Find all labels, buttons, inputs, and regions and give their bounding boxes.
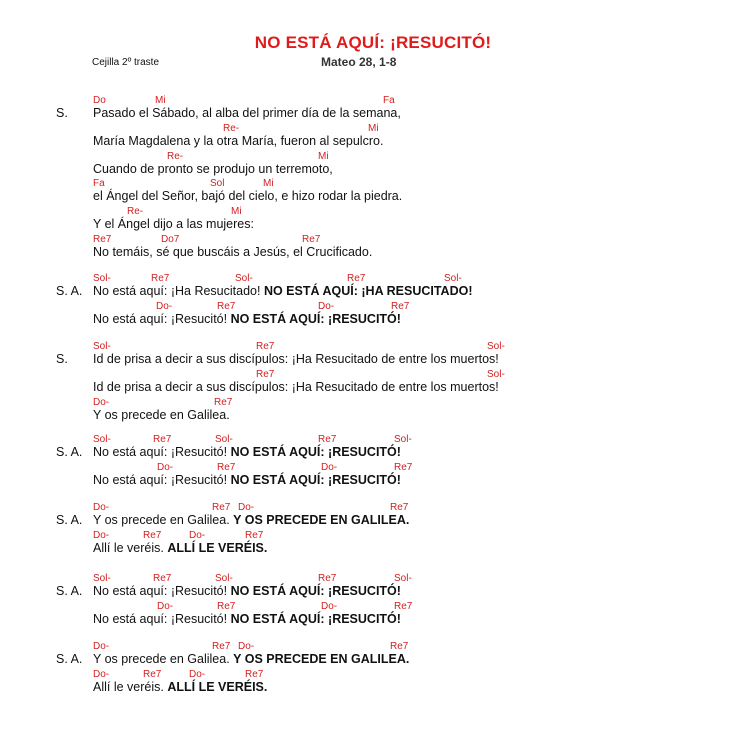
lyric-line: [93, 612, 401, 626]
lyric-line: [93, 680, 267, 694]
lyric-response-bold: ALLÍ LE VERÉIS.: [167, 680, 268, 694]
chord: Mi: [368, 123, 379, 134]
chord: Re7: [256, 341, 275, 352]
chord: Re7: [217, 462, 236, 473]
voice-label: S. A.: [56, 284, 83, 298]
lyric-text: No está aquí: ¡Resucitó!: [93, 445, 231, 459]
lyric-text: María Magdalena y la otra María, fueron al sepulcro.: [93, 134, 384, 148]
chord: Re7: [212, 502, 231, 513]
lyric-response-bold: NO ESTÁ AQUÍ: ¡RESUCITÓ!: [230, 584, 401, 598]
chord: Re7: [391, 301, 410, 312]
lyric-text: Id de prisa a decir a sus discípulos: ¡Ha Resucitado de entre los muertos!: [93, 352, 499, 366]
chord: Re-: [223, 123, 240, 134]
lyric-line: [93, 408, 230, 422]
lyric-text: No está aquí: ¡Ha Resucitado!: [93, 284, 264, 298]
chord: Mi: [263, 178, 274, 189]
chord: Do-: [321, 601, 338, 612]
chord: Do-: [238, 502, 255, 513]
lyric-line: [93, 380, 499, 394]
chord: Do-: [157, 462, 174, 473]
lyric-line: [93, 352, 499, 366]
chord: Re7: [394, 601, 413, 612]
lyric-response-bold: ALLÍ LE VERÉIS.: [167, 541, 268, 555]
lyric-line: [93, 541, 267, 555]
scripture-reference: Mateo 28, 1-8: [321, 55, 397, 69]
voice-label: S. A.: [56, 445, 83, 459]
chord: Re7: [390, 641, 409, 652]
lyric-text: No temáis, sé que buscáis a Jesús, el Crucificado.: [93, 245, 373, 259]
lyric-line: [93, 106, 401, 120]
song-line: [0, 502, 746, 532]
lyric-line: [93, 284, 473, 298]
chord: Fa: [93, 178, 105, 189]
lyric-text: Pasado el Sábado, al alba del primer día de la semana,: [93, 106, 401, 120]
lyric-response-bold: NO ESTÁ AQUÍ: ¡RESUCITÓ!: [230, 445, 401, 459]
song-line: [0, 341, 746, 371]
chord: Re7: [214, 397, 233, 408]
song-line: [0, 573, 746, 603]
chord: Sol-: [487, 341, 505, 352]
lyric-line: [93, 189, 402, 203]
song-line: [0, 301, 746, 331]
lyric-text: Id de prisa a decir a sus discípulos: ¡Ha Resucitado de entre los muertos!: [93, 380, 499, 394]
chord: Re-: [167, 151, 184, 162]
chord: Re7: [93, 234, 112, 245]
chord: Sol-: [394, 573, 412, 584]
chord: Re7: [302, 234, 321, 245]
chord: Re-: [127, 206, 144, 217]
song-line: [0, 369, 746, 399]
chord: Do-: [93, 530, 110, 541]
chord: Do-: [93, 502, 110, 513]
chord: Sol-: [93, 273, 111, 284]
lyric-text: Y os precede en Galilea.: [93, 408, 230, 422]
chord: Re7: [143, 669, 162, 680]
chord: Do-: [189, 530, 206, 541]
lyric-response-bold: NO ESTÁ AQUÍ: ¡HA RESUCITADO!: [263, 284, 473, 298]
lyric-text: Cuando de pronto se produjo un terremoto,: [93, 162, 333, 176]
chord: Re7: [153, 573, 172, 584]
song-line: [0, 601, 746, 631]
chord: Do-: [93, 397, 110, 408]
song-line: [0, 95, 746, 125]
chord: Do-: [93, 669, 110, 680]
lyric-text: No está aquí: ¡Resucitó!: [93, 312, 231, 326]
lyric-text: No está aquí: ¡Resucitó!: [93, 473, 231, 487]
lyric-line: [93, 513, 409, 527]
chord: Re7: [151, 273, 170, 284]
chord: Mi: [318, 151, 329, 162]
chord: Sol: [210, 178, 225, 189]
song-line: [0, 234, 746, 264]
chord: Do-: [156, 301, 173, 312]
lyric-line: [93, 473, 401, 487]
chord: Re7: [318, 434, 337, 445]
chord: Do7: [161, 234, 180, 245]
chord: Re7: [256, 369, 275, 380]
lyric-line: [93, 445, 401, 459]
lyric-text: No está aquí: ¡Resucitó!: [93, 612, 231, 626]
chord: Sol-: [487, 369, 505, 380]
chord: Re7: [143, 530, 162, 541]
chord: Sol-: [93, 341, 111, 352]
song-line: [0, 123, 746, 153]
chord: Sol-: [444, 273, 462, 284]
chord: Re7: [245, 669, 264, 680]
chord: Sol-: [215, 434, 233, 445]
chord: Sol-: [394, 434, 412, 445]
chord: Do-: [321, 462, 338, 473]
chord: Sol-: [93, 434, 111, 445]
song-line: [0, 397, 746, 427]
chord: Do-: [189, 669, 206, 680]
chord: Sol-: [215, 573, 233, 584]
chord: Re7: [217, 601, 236, 612]
song-line: [0, 206, 746, 236]
song-line: [0, 462, 746, 492]
lyric-text: el Ángel del Señor, bajó del cielo, e hizo rodar la piedra.: [93, 189, 403, 203]
lyric-text: Y os precede en Galilea.: [93, 513, 234, 527]
lyric-response-bold: Y OS PRECEDE EN GALILEA.: [233, 652, 410, 666]
chord: Re7: [217, 301, 236, 312]
chord: Do-: [238, 641, 255, 652]
lyric-line: [93, 217, 254, 231]
chord: Re7: [153, 434, 172, 445]
lyric-response-bold: NO ESTÁ AQUÍ: ¡RESUCITÓ!: [230, 473, 401, 487]
chord: Do: [93, 95, 106, 106]
chord: Do-: [318, 301, 335, 312]
lyric-line: [93, 652, 409, 666]
chord: Fa: [383, 95, 395, 106]
lyric-text: Y os precede en Galilea.: [93, 652, 234, 666]
voice-label: S. A.: [56, 652, 83, 666]
chord: Sol-: [93, 573, 111, 584]
lyric-line: [93, 162, 333, 176]
lyric-text: Allí le veréis.: [93, 680, 168, 694]
song-line: [0, 273, 746, 303]
lyric-text: Allí le veréis.: [93, 541, 168, 555]
chord: Mi: [231, 206, 242, 217]
voice-label: S.: [56, 352, 68, 366]
lyric-response-bold: Y OS PRECEDE EN GALILEA.: [233, 513, 410, 527]
chord: Re7: [347, 273, 366, 284]
song-title: NO ESTÁ AQUÍ: ¡RESUCITÓ!: [254, 33, 492, 52]
song-line: [0, 669, 746, 699]
chord: Mi: [155, 95, 166, 106]
lyric-text: Y el Ángel dijo a las mujeres:: [93, 217, 254, 231]
song-line: [0, 530, 746, 560]
song-line: [0, 178, 746, 208]
chord: Re7: [245, 530, 264, 541]
chord: Re7: [212, 641, 231, 652]
capo-note: Cejilla 2º traste: [92, 57, 160, 68]
lyric-line: [93, 134, 383, 148]
lyric-line: [93, 245, 372, 259]
lyric-response-bold: NO ESTÁ AQUÍ: ¡RESUCITÓ!: [230, 612, 401, 626]
chord: Sol-: [235, 273, 253, 284]
chord: Re7: [318, 573, 337, 584]
chord: Re7: [390, 502, 409, 513]
voice-label: S.: [56, 106, 68, 120]
voice-label: S. A.: [56, 584, 83, 598]
voice-label: S. A.: [56, 513, 83, 527]
chord: Re7: [394, 462, 413, 473]
lyric-text: No está aquí: ¡Resucitó!: [93, 584, 231, 598]
song-line: [0, 641, 746, 671]
lyric-line: [93, 312, 401, 326]
song-line: [0, 151, 746, 181]
lyric-line: [93, 584, 401, 598]
lyric-response-bold: NO ESTÁ AQUÍ: ¡RESUCITÓ!: [230, 312, 401, 326]
chord: Do-: [93, 641, 110, 652]
song-line: [0, 434, 746, 464]
chord: Do-: [157, 601, 174, 612]
